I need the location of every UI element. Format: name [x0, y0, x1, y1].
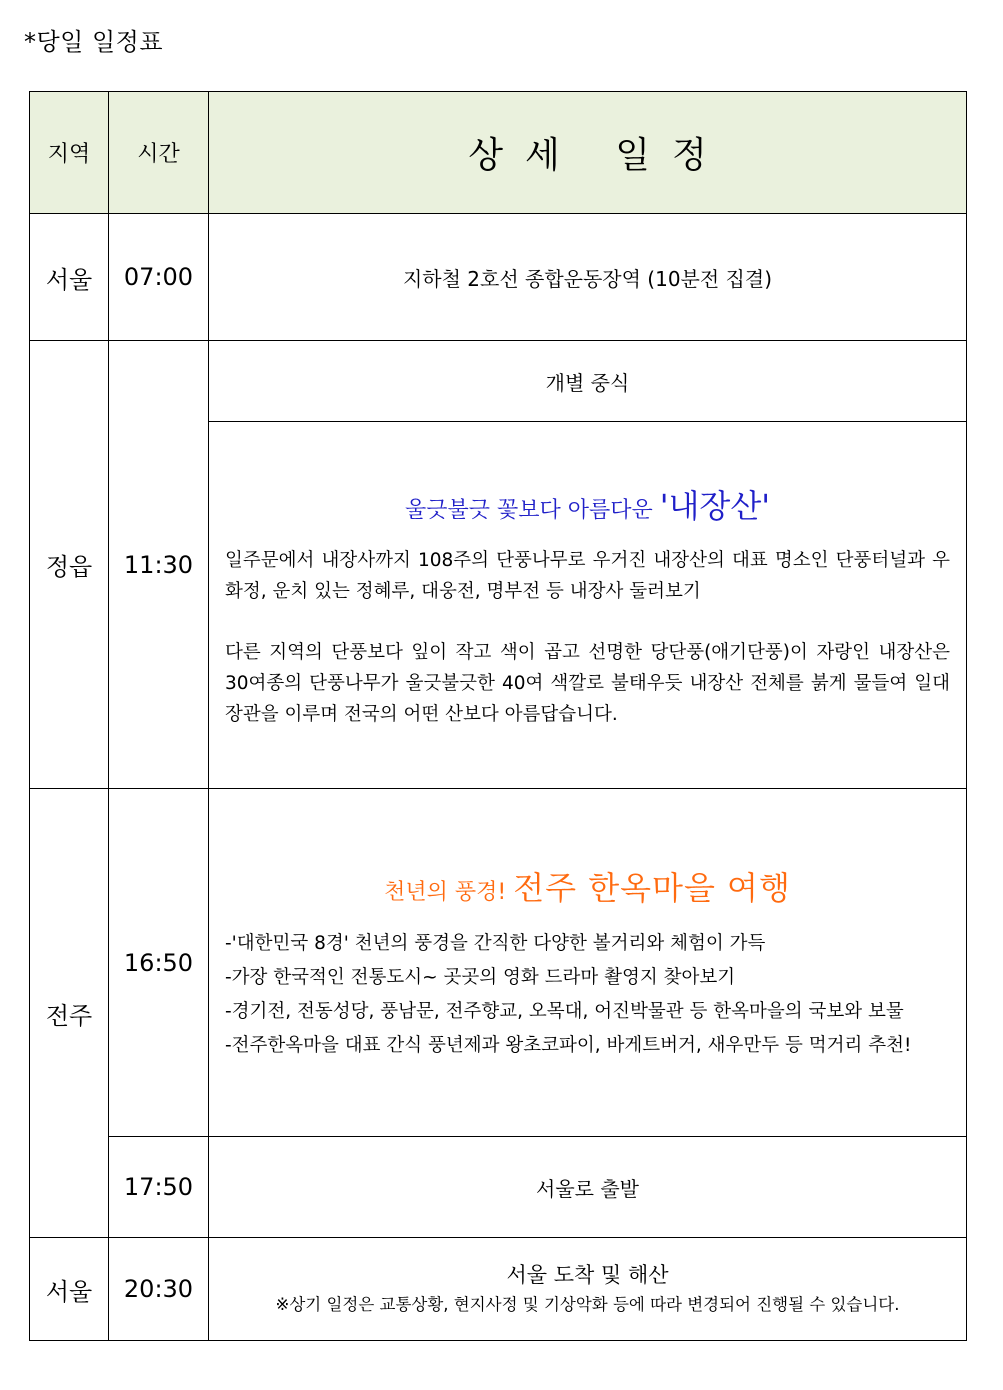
hanok-bullet: -가장 한국적인 전통도시~ 곳곳의 영화 드라마 촬영지 찾아보기: [225, 966, 736, 988]
detail-meeting-point: 지하철 2호선 종합운동장역 (10분전 집결): [209, 214, 967, 341]
row-seoul-arrive: [30, 1238, 967, 1341]
header-time: 시간: [109, 92, 209, 214]
row-seoul-depart: [30, 214, 967, 341]
region-jeonju: 전주: [30, 789, 109, 1238]
hanok-title-lead: 천년의 풍경!: [384, 879, 514, 905]
time-1750: 17:50: [109, 1137, 209, 1238]
detail-depart-seoul: 서울로 출발: [209, 1137, 967, 1238]
schedule-note: ※상기 일정은 교통상황, 현지사정 및 기상악화 등에 따라 변경되어 진행될 수 있습니다.: [275, 1295, 900, 1314]
time-0700: 07:00: [109, 214, 209, 341]
detail-lunch: 개별 중식: [209, 341, 967, 422]
time-2030: 20:30: [109, 1238, 209, 1341]
detail-hanok-village: [209, 789, 967, 1137]
page-heading: *당일 일정표: [24, 28, 164, 56]
naejangsan-title-lead: 울긋불긋 꽃보다 아름다운: [404, 497, 660, 523]
region-seoul-arrive: 서울: [30, 1238, 109, 1341]
detail-arrival: [209, 1238, 967, 1341]
naejangsan-title: [225, 481, 950, 527]
arrival-text: 서울 도착 및 해산: [506, 1263, 669, 1287]
hanok-title: [225, 863, 950, 909]
time-1650: 16:50: [109, 789, 209, 1137]
time-1130: 11:30: [109, 341, 209, 789]
hanok-bullet: -전주한옥마을 대표 간식 풍년제과 왕초코파이, 바게트버거, 새우만두 등 먹거리 추천!: [225, 1034, 912, 1056]
hanok-title-emph: 전주 한옥마을 여행: [513, 868, 791, 907]
hanok-bullet: -'대한민국 8경' 천년의 풍경을 간직한 다양한 볼거리와 체험이 가득: [225, 932, 766, 954]
row-jeongeup-lunch: [30, 341, 967, 422]
schedule-table: [29, 91, 967, 1341]
region-jeongeup: 정읍: [30, 341, 109, 789]
row-jeonju-detail: [30, 789, 967, 1137]
row-jeonju-depart: [30, 1137, 967, 1238]
region-seoul: 서울: [30, 214, 109, 341]
header-region: 지역: [30, 92, 109, 214]
header-detail: 상세 일정: [209, 92, 967, 214]
header-row: [30, 92, 967, 214]
hanok-bullet: -경기전, 전동성당, 풍남문, 전주향교, 오목대, 어진박물관 등 한옥마을의 국보와 보물: [225, 1000, 904, 1022]
naejangsan-para-2: 다른 지역의 단풍보다 잎이 작고 색이 곱고 선명한 당단풍(애기단풍)이 자랑인 내장산은 30여종의 단풍나무가 울긋불긋한 40여 색깔로 불태우듯 내장산 전체를 붉게 물들여 일대 장관을 이루며 전국의 어떤 산보다 아름답습니다.: [225, 641, 950, 725]
naejangsan-title-emph: '내장산': [659, 486, 771, 525]
detail-naejangsan: [209, 422, 967, 789]
naejangsan-para-1: 일주문에서 내장사까지 108주의 단풍나무로 우거진 내장산의 대표 명소인 단풍터널과 우화정, 운치 있는 정혜루, 대웅전, 명부전 등 내장사 둘러보기: [225, 549, 950, 602]
